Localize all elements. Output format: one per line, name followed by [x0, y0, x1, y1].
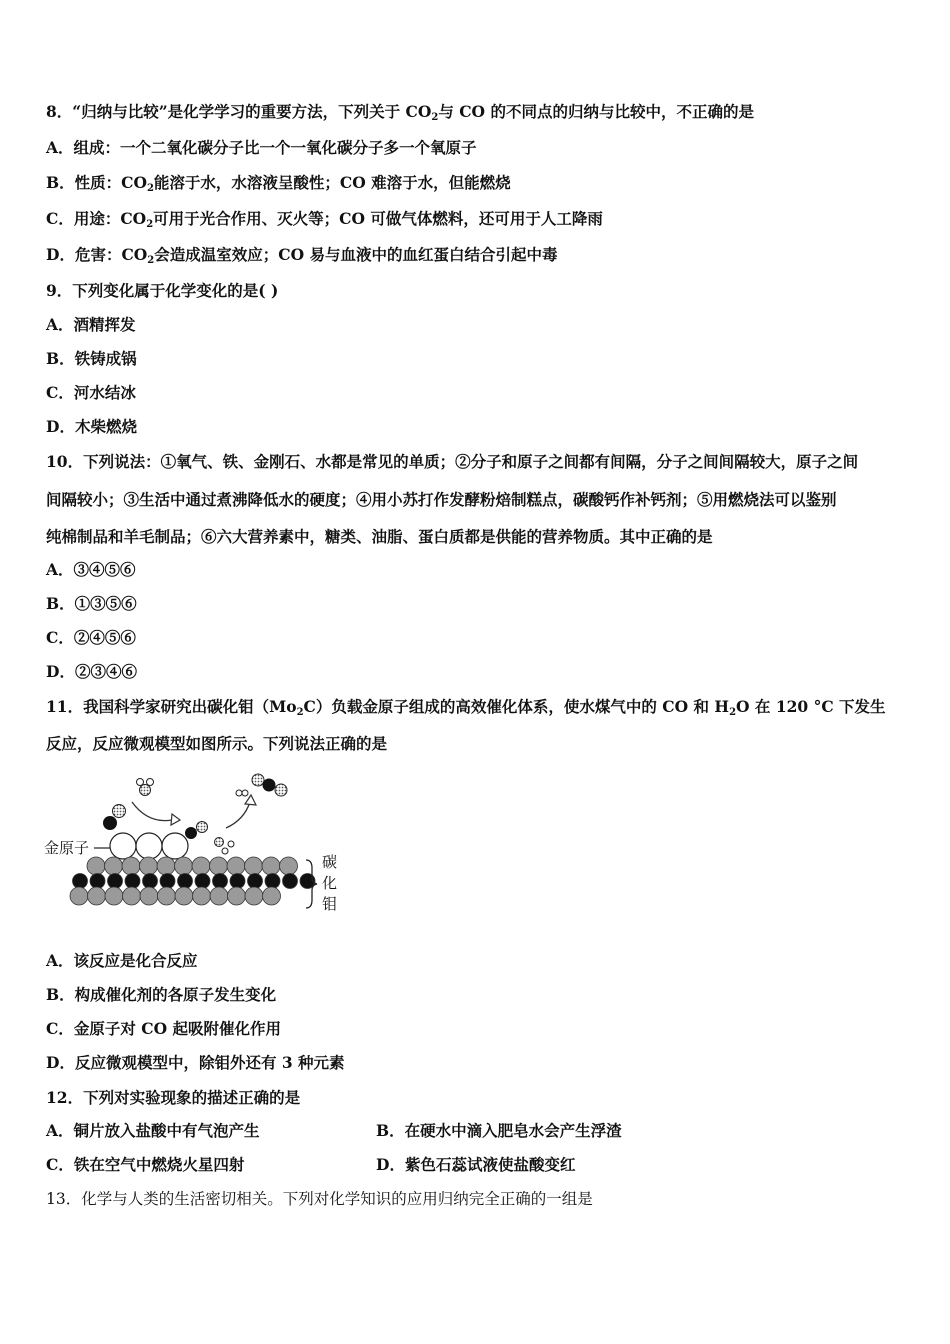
molybdenum-atom [245, 887, 263, 905]
carbon-atom [160, 874, 175, 889]
q12-option-c[interactable]: C．铁在空气中燃烧火星四射 [46, 1155, 245, 1174]
molybdenum-atom [140, 857, 158, 875]
carbon-atom [178, 874, 193, 889]
desorption-arrow-icon [226, 802, 250, 828]
h2-molecule-outgoing [236, 790, 248, 796]
q11-option-b[interactable]: B．构成催化剂的各原子发生变化 [46, 985, 277, 1004]
carbon-atom [73, 874, 88, 889]
q11-reaction-figure [44, 768, 354, 918]
molybdenum-atom [210, 857, 228, 875]
carbon-atom [125, 874, 140, 889]
q8-option-a[interactable]: A．组成：一个二氧化碳分子比一个一氧化碳分子多一个氧原子 [46, 138, 477, 157]
q9-stem: 9．下列变化属于化学变化的是( ) [46, 281, 279, 300]
q8-option-b[interactable]: B．性质：$CO_2$能溶于水，水溶液呈酸性；CO 难溶于水，但能燃烧 [46, 173, 511, 194]
carbon-atom [230, 874, 245, 889]
desorption-arrowhead-icon [245, 795, 256, 805]
molybdenum-atom [70, 887, 88, 905]
carbide-label-2: 化 [322, 874, 338, 892]
molybdenum-atom [245, 857, 263, 875]
q10-stem-line2: 间隔较小；③生活中通过煮沸降低水的硬度；④用小苏打作发酵粉焙制糕点，碳酸钙作补钙剂；⑤用燃烧法可以鉴别 [46, 490, 837, 509]
q10-option-a[interactable]: A．③④⑤⑥ [46, 560, 136, 579]
molybdenum-atom [88, 887, 106, 905]
molybdenum-atom [123, 887, 141, 905]
q11-option-c[interactable]: C．金原子对 CO 起吸附催化作用 [46, 1019, 281, 1038]
h2o-molecule-incoming [137, 779, 154, 796]
molybdenum-atom [87, 857, 105, 875]
molybdenum-atom [227, 857, 245, 875]
q13-stem: 13．化学与人类的生活密切相关。下列对化学知识的应用归纳完全正确的一组是 [46, 1190, 593, 1208]
h2o-adsorbed [215, 838, 235, 855]
carbon-atom [90, 874, 105, 889]
carbide-label-1: 碳 [322, 853, 338, 871]
carbon-atom [213, 874, 228, 889]
molybdenum-atom [122, 857, 140, 875]
molybdenum-atom [175, 887, 193, 905]
q8-stem: 8．“归纳与比较”是化学学习的重要方法，下列关于 $CO_2$与 CO 的不同点的归纳与比较中，不正确的是 [46, 102, 754, 123]
molybdenum-atom [140, 887, 158, 905]
molybdenum-atom [158, 887, 176, 905]
carbide-label-3: 钼 [322, 895, 338, 913]
q9-option-d[interactable]: D．木柴燃烧 [46, 417, 137, 436]
q10-stem-line3: 纯棉制品和羊毛制品；⑥六大营养素中，糖类、油脂、蛋白质都是供能的营养物质。其中正确的是 [46, 527, 713, 546]
q11-stem-line2: 反应，反应微观模型如图所示。下列说法正确的是 [46, 734, 388, 753]
carbon-atom [283, 874, 298, 889]
gold-atom-label: 金原子 [44, 839, 90, 857]
gold-atoms [110, 833, 188, 859]
adsorption-arrowhead-icon [171, 814, 180, 825]
molybdenum-atom [228, 887, 246, 905]
q10-option-d[interactable]: D．②③④⑥ [46, 662, 137, 681]
q10-stem-line1: 10．下列说法：①氧气、铁、金刚石、水都是常见的单质；②分子和原子之间都有间隔，分子之间间隔较大，原子之间 [46, 452, 859, 471]
q11-option-d[interactable]: D．反应微观模型中，除钼外还有 3 种元素 [46, 1053, 345, 1072]
molybdenum-atom [175, 857, 193, 875]
carbon-atom [195, 874, 210, 889]
molybdenum-atom [105, 857, 123, 875]
molybdenum-atom [210, 887, 228, 905]
q10-option-b[interactable]: B．①③⑤⑥ [46, 594, 137, 613]
q12-option-d[interactable]: D．紫色石蕊试液使盐酸变红 [376, 1155, 576, 1174]
q8-option-c[interactable]: C．用途：$CO_2$可用于光合作用、灭火等；CO 可做气体燃料，还可用于人工降雨 [46, 209, 603, 230]
q11-option-a[interactable]: A．该反应是化合反应 [46, 951, 198, 970]
molybdenum-atom [105, 887, 123, 905]
q8-option-d[interactable]: D．危害：$CO_2$会造成温室效应；CO 易与血液中的血红蛋白结合引起中毒 [46, 245, 558, 266]
molybdenum-carbide-layers [70, 857, 315, 905]
q9-option-a[interactable]: A．酒精挥发 [46, 315, 136, 334]
co-molecule-incoming [103, 805, 126, 831]
q12-option-a[interactable]: A．铜片放入盐酸中有气泡产生 [46, 1121, 260, 1140]
co2-molecule-outgoing [252, 774, 287, 796]
q12-stem: 12．下列对实验现象的描述正确的是 [46, 1088, 301, 1107]
molybdenum-atom [192, 857, 210, 875]
co-adsorbed [185, 822, 208, 840]
adsorption-arrow-icon [132, 802, 172, 821]
molybdenum-atom [280, 857, 298, 875]
carbon-atom [248, 874, 263, 889]
molybdenum-atom [193, 887, 211, 905]
q11-stem-line1: 11．我国科学家研究出碳化钼$(Mo_2C)$负载金原子组成的高效催化体系，使水煤气中的 CO 和 $H_2O$ 在 120 °C 下发生 [46, 697, 886, 718]
molybdenum-atom [262, 857, 280, 875]
q10-option-c[interactable]: C．②④⑤⑥ [46, 628, 136, 647]
molybdenum-atom [157, 857, 175, 875]
q12-option-b[interactable]: B．在硬水中滴入肥皂水会产生浮渣 [376, 1121, 622, 1140]
q9-option-b[interactable]: B．铁铸成锅 [46, 349, 137, 368]
carbon-atom [265, 874, 280, 889]
carbon-atom [143, 874, 158, 889]
carbon-atom [108, 874, 123, 889]
molybdenum-atom [263, 887, 281, 905]
q9-option-c[interactable]: C．河水结冰 [46, 383, 136, 402]
